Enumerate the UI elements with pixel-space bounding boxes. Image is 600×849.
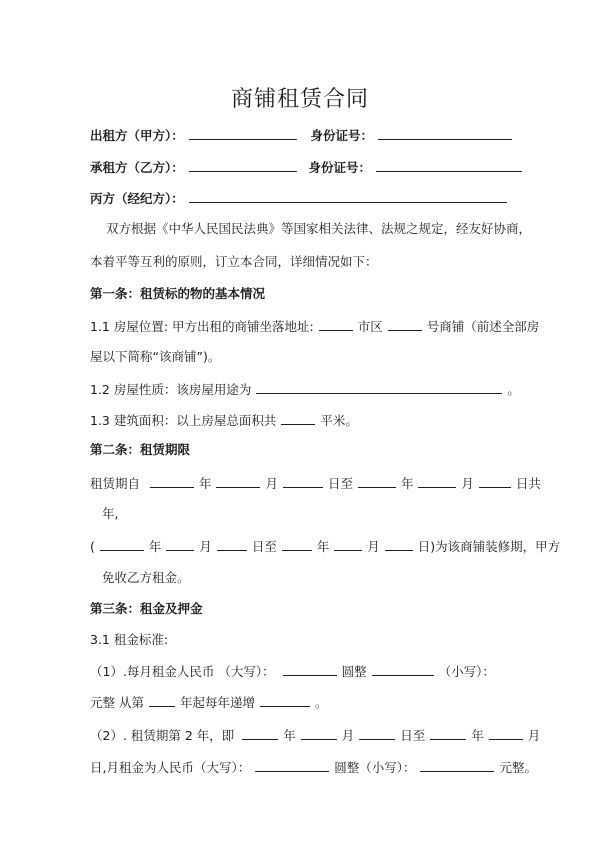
yearly-increase-label: 年起每年递增: [179, 695, 255, 710]
monthly-rent-label: （1）.每月租金人民币 （大写）：: [90, 664, 275, 679]
y2-end-month-blank[interactable]: [489, 726, 523, 740]
reno-end-month-blank[interactable]: [334, 537, 362, 551]
month-label: 月: [265, 476, 278, 491]
y2-rent-uppercase-blank[interactable]: [255, 758, 329, 772]
month-label: 月: [461, 476, 474, 491]
end-day-blank[interactable]: [479, 474, 511, 488]
period-mark: 。: [314, 695, 328, 710]
lease-period-line: [90, 474, 541, 493]
article1-s1-a: 1.1 房屋位置: 甲方出租的商铺坐落地址:: [90, 319, 314, 334]
reno-end-day-blank[interactable]: [385, 537, 413, 551]
end-year-blank[interactable]: [358, 474, 396, 488]
year-label: 年: [400, 476, 414, 491]
lessee-id-blank[interactable]: [376, 158, 522, 172]
month-label: 月: [367, 539, 380, 554]
lessor-id-label: 身份证号：: [310, 128, 373, 143]
rent-uppercase-blank[interactable]: [283, 662, 337, 676]
second-year-label: （2）. 租赁期第 2 年，即: [90, 728, 235, 743]
day-to-label: 日至: [251, 539, 277, 554]
lease-years-line: 年,: [102, 506, 119, 521]
rent-line-3: [90, 726, 540, 745]
lessee-id-label: 身份证号：: [308, 160, 371, 175]
month-label: 月: [527, 728, 541, 743]
address-blank-2[interactable]: [388, 317, 422, 331]
usage-blank[interactable]: [256, 380, 502, 394]
rent-line-2: [90, 693, 327, 712]
lessor-id-blank[interactable]: [378, 126, 512, 140]
reno-start-day-blank[interactable]: [217, 537, 247, 551]
article1-s1-d: 屋以下简称“该商铺”)。: [90, 349, 221, 364]
article3-heading: 第三条：租金及押金: [90, 601, 203, 616]
reno-start-year-blank[interactable]: [100, 537, 144, 551]
intro-line-2: 本着平等互利的原则，订立本合同，详细情况如下：: [90, 254, 378, 269]
year-label: 年: [283, 728, 296, 743]
article2-heading: 第二条：租赁期限: [90, 442, 191, 457]
yuan-zheng-from-label: 元整 从第: [90, 695, 144, 710]
year-label: 年: [148, 539, 162, 554]
year-label: 年: [316, 539, 330, 554]
article1-s1-c: 号商铺（前述全部房: [426, 319, 540, 334]
page-title: 商铺租赁合同: [230, 87, 369, 112]
start-year-blank[interactable]: [150, 474, 194, 488]
agent-line: [90, 189, 508, 208]
year-label: 年: [471, 728, 484, 743]
y2-start-month-blank[interactable]: [301, 726, 337, 740]
increase-start-year-blank[interactable]: [149, 693, 175, 707]
yuan-lowercase-label: 圆整（小写）：: [334, 760, 416, 775]
renovation-end-text: 日)为该商铺装修期，甲方: [417, 539, 561, 554]
article1-s3-line: [90, 411, 358, 430]
rent-uppercase-blank-2[interactable]: [372, 662, 434, 676]
y2-start-day-blank[interactable]: [359, 726, 395, 740]
lessee-label: 承租方（乙方）：: [90, 160, 184, 175]
agent-label: 丙方（经纪方）：: [90, 191, 184, 206]
yuan-zheng-end-label: 元整。: [499, 760, 537, 775]
rent-line-4: [90, 758, 537, 777]
open-paren: (: [90, 539, 95, 554]
article1-s2-a: 1.2 房屋性质：该房屋用途为: [90, 382, 252, 397]
article1-heading: 第一条：租赁标的物的基本情况: [90, 286, 266, 301]
day-total-label: 日共: [515, 476, 541, 491]
article1-s1-line: [90, 317, 539, 336]
reno-end-year-blank[interactable]: [282, 537, 312, 551]
rent-line-1: [90, 662, 495, 681]
end-month-blank[interactable]: [418, 474, 456, 488]
y2-start-year-blank[interactable]: [242, 726, 278, 740]
lessor-label: 出租方（甲方）：: [90, 128, 184, 143]
lessee-line: [90, 158, 523, 177]
start-month-blank[interactable]: [216, 474, 260, 488]
month-label: 月: [341, 728, 355, 743]
day-to-label: 日至: [327, 476, 353, 491]
month-label: 月: [199, 539, 212, 554]
rent-free-line: 免收乙方租金。: [102, 570, 190, 585]
lessor-line: [90, 126, 513, 145]
intro-line-1: 双方根据《中华人民国民法典》等国家相关法律、法规之规定，经友好协商，: [106, 221, 532, 236]
article1-s2-line: [90, 380, 520, 399]
lease-from-label: 租赁期自: [90, 476, 141, 491]
article1-s1-b: 市区: [357, 319, 383, 334]
yuan-zheng-label: 圆整: [341, 664, 367, 679]
renovation-line: [90, 537, 560, 556]
year-label: 年: [198, 476, 212, 491]
article1-s2-b: 。: [507, 382, 520, 397]
reno-start-month-blank[interactable]: [166, 537, 194, 551]
monthly-rent-rmb-label: 日,月租金为人民币（大写）：: [90, 760, 251, 775]
article1-s3-b: 平米。: [320, 413, 358, 428]
article1-s3-a: 1.3 建筑面积：以上房屋总面积共: [90, 413, 277, 428]
increase-rate-blank[interactable]: [260, 693, 310, 707]
y2-rent-lowercase-blank[interactable]: [420, 758, 494, 772]
agent-name-blank[interactable]: [189, 189, 507, 203]
lessor-name-blank[interactable]: [189, 126, 297, 140]
day-to-label: 日至: [400, 728, 426, 743]
lowercase-label: （小写）：: [438, 664, 495, 679]
area-blank[interactable]: [281, 411, 315, 425]
y2-end-year-blank[interactable]: [430, 726, 466, 740]
start-day-blank[interactable]: [283, 474, 323, 488]
address-blank-1[interactable]: [319, 317, 353, 331]
rent-standard-label: 3.1 租金标准:: [90, 632, 169, 647]
lessee-name-blank[interactable]: [189, 158, 297, 172]
